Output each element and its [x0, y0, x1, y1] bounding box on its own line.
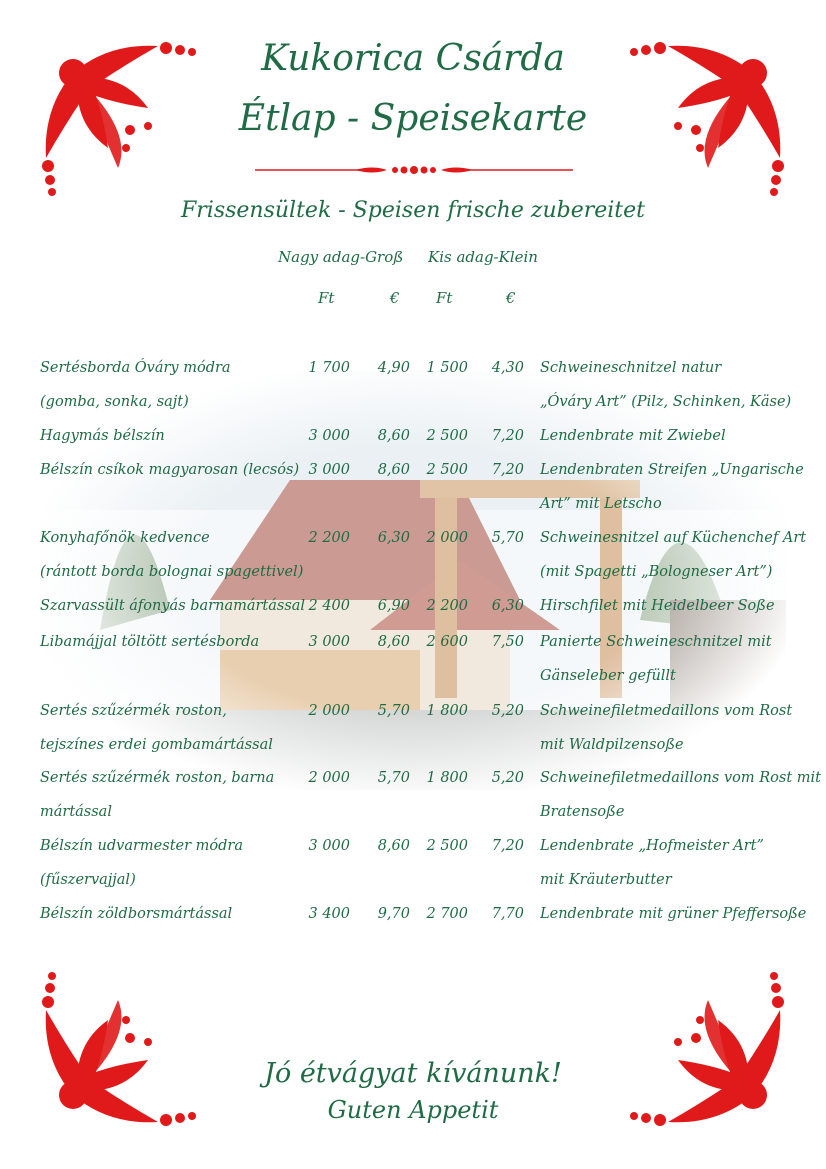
- price-small-eur: 5,20: [491, 770, 524, 786]
- price-large-eur: 8,60: [377, 838, 410, 854]
- dish-name-de: Lendenbraten Streifen „Ungarische: [540, 462, 804, 478]
- dish-name-hu: Sertésborda Óváry módra: [40, 360, 231, 376]
- price-small-ft: 1 500: [426, 360, 468, 376]
- dish-name-de: Lendenbrate mit grüner Pfeffersoße: [540, 906, 807, 922]
- currency-ft-large: Ft: [318, 289, 335, 307]
- dish-name-de: mit Kräuterbutter: [540, 872, 672, 888]
- price-large-eur: 5,70: [377, 770, 410, 786]
- price-large-eur: 4,90: [377, 360, 410, 376]
- price-large-ft: 3 000: [308, 838, 350, 854]
- dish-name-hu: Bélszín csíkok magyarosan (lecsós): [40, 462, 300, 478]
- dish-name-de: Bratensoße: [540, 804, 625, 820]
- price-small-ft: 2 600: [426, 634, 468, 650]
- price-small-eur: 7,20: [491, 428, 524, 444]
- dish-name-hu: Szarvassült áfonyás barnamártással: [40, 598, 306, 614]
- dish-name-de: mit Waldpilzensoße: [540, 737, 684, 753]
- price-large-eur: 9,70: [377, 906, 410, 922]
- price-small-eur: 7,20: [491, 838, 524, 854]
- footer-hungarian-greeting: Jó étvágyat kívánunk!: [264, 1058, 562, 1089]
- price-small-ft: 2 500: [426, 462, 468, 478]
- column-header-large-portion: Nagy adag-Groß: [278, 248, 404, 266]
- dish-name-hu: (gomba, sonka, sajt): [40, 394, 189, 410]
- dish-name-de: Schweinesnitzel auf Küchenchef Art: [540, 530, 807, 546]
- price-small-eur: 5,70: [491, 530, 524, 546]
- price-small-ft: 2 000: [426, 530, 468, 546]
- dish-name-hu: (rántott borda bolognai spagettivel): [40, 564, 304, 580]
- dish-name-hu: Konyhafőnök kedvence: [40, 530, 210, 546]
- price-large-eur: 8,60: [377, 634, 410, 650]
- menu-title: Étlap - Speisekarte: [238, 98, 588, 139]
- restaurant-name: Kukorica Csárda: [261, 38, 565, 79]
- price-large-ft: 3 000: [308, 428, 350, 444]
- dish-name-de: Lendenbrate „Hofmeister Art”: [540, 838, 764, 854]
- currency-eur-small: €: [506, 289, 516, 307]
- price-large-ft: 2 000: [308, 770, 350, 786]
- price-small-ft: 2 700: [426, 906, 468, 922]
- dish-name-de: Schweineschnitzel natur: [540, 360, 722, 376]
- price-small-eur: 7,70: [491, 906, 524, 922]
- price-large-ft: 3 400: [308, 906, 350, 922]
- dish-name-hu: Libamájjal töltött sertésborda: [40, 634, 260, 650]
- dish-name-de: Hirschfilet mit Heidelbeer Soße: [540, 598, 775, 614]
- price-small-eur: 5,20: [491, 703, 524, 719]
- dish-name-hu: tejszínes erdei gombamártással: [40, 737, 273, 753]
- section-title: Frissensültek - Speisen frische zubereitet: [181, 198, 645, 223]
- dish-name-hu: Bélszín udvarmester módra: [40, 838, 243, 854]
- price-small-eur: 7,50: [491, 634, 524, 650]
- dish-name-hu: Sertés szűzérmék roston, barna: [40, 770, 275, 786]
- price-large-ft: 1 700: [308, 360, 350, 376]
- price-small-ft: 2 500: [426, 428, 468, 444]
- price-large-ft: 3 000: [308, 634, 350, 650]
- dish-name-de: (mit Spagetti „Bologneser Art”): [540, 564, 773, 580]
- dish-name-de: „Óváry Art” (Pilz, Schinken, Käse): [540, 394, 792, 410]
- dish-name-de: Gänseleber gefüllt: [540, 668, 676, 684]
- price-small-ft: 1 800: [426, 770, 468, 786]
- dish-name-de: Schweinefiletmedaillons vom Rost mit: [540, 770, 821, 786]
- currency-ft-small: Ft: [436, 289, 453, 307]
- price-large-eur: 8,60: [377, 462, 410, 478]
- price-large-eur: 5,70: [377, 703, 410, 719]
- price-large-eur: 6,30: [377, 530, 410, 546]
- dish-name-hu: mártással: [40, 804, 112, 820]
- price-small-eur: 4,30: [491, 360, 524, 376]
- dish-name-hu: (fűszervajjal): [40, 872, 136, 888]
- dish-name-de: Art” mit Letscho: [540, 496, 662, 512]
- price-large-ft: 2 000: [308, 703, 350, 719]
- price-small-ft: 2 200: [426, 598, 468, 614]
- price-small-eur: 6,30: [491, 598, 524, 614]
- footer-german-greeting: Guten Appetit: [327, 1096, 499, 1124]
- dish-name-de: Schweinefiletmedaillons vom Rost: [540, 703, 793, 719]
- price-large-ft: 3 000: [308, 462, 350, 478]
- price-small-ft: 1 800: [426, 703, 468, 719]
- price-small-eur: 7,20: [491, 462, 524, 478]
- price-large-eur: 8,60: [377, 428, 410, 444]
- currency-eur-large: €: [390, 289, 400, 307]
- price-large-ft: 2 400: [308, 598, 350, 614]
- dish-name-hu: Sertés szűzérmék roston,: [40, 703, 227, 719]
- price-large-eur: 6,90: [377, 598, 410, 614]
- dish-name-de: Panierte Schweineschnitzel mit: [540, 634, 772, 650]
- dish-name-hu: Bélszín zöldborsmártással: [40, 906, 233, 922]
- dish-name-de: Lendenbrate mit Zwiebel: [540, 428, 726, 444]
- title-divider-ornament: [255, 160, 573, 180]
- price-small-ft: 2 500: [426, 838, 468, 854]
- price-large-ft: 2 200: [308, 530, 350, 546]
- column-header-small-portion: Kis adag-Klein: [428, 248, 538, 266]
- dish-name-hu: Hagymás bélszín: [40, 428, 165, 444]
